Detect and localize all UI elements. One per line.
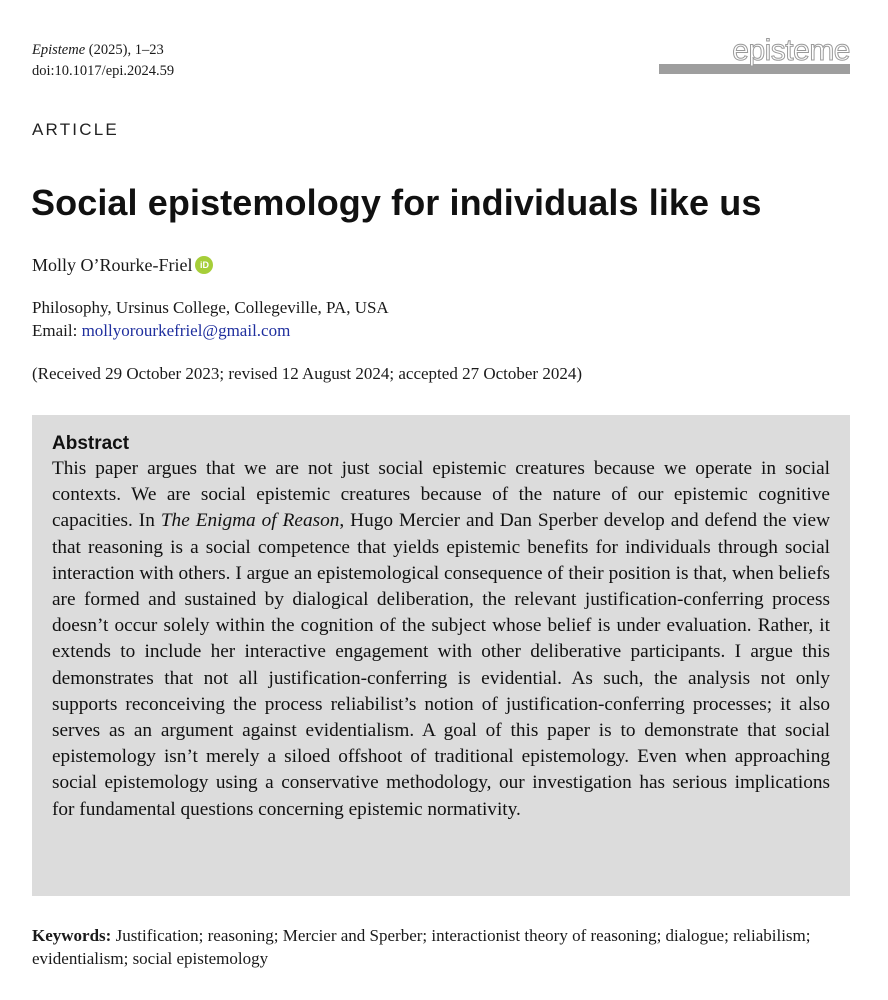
journal-name: Episteme <box>32 42 86 58</box>
publication-history: (Received 29 October 2023; revised 12 August 2024; accepted 27 October 2024) <box>32 364 582 383</box>
keywords <box>32 924 832 970</box>
journal-logo-text: episteme <box>732 34 850 67</box>
abstract-text-part-1: This paper argues that we are not just social epistemic creatures because we operate in social contexts. We are social epistemic creatures because of the nature of our epistemic cognitive capacities. In <box>52 458 830 532</box>
journal-volume-line <box>32 40 174 61</box>
email-link[interactable]: mollyorourkefriel@gmail.com <box>81 321 291 340</box>
abstract-text-part-2: , Hugo Mercier and Dan Sperber develop and defend the view that reasoning is a social competence that yields epistemic benefits for individuals through social interaction with others. I argue an epistemological consequence of their position is that, when beliefs are formed and sustained by dialogical deliberation, the relevant justification-conferring process doesn’t occur solely within the cognition of the subject whose belief is under evaluation. Rather, it extends to include her interactive engagement with other deliberative participants. I argue this demonstrates that not all justification-conferring is evidential. As such, the analysis not only supports reconceiving the process reliabilist’s notion of justification-conferring processes; it also serves as an argument against evidentialism. A goal of this paper is to demonstrate that social epistemology isn’t merely a siloed offshoot of traditional epistemology. Even when approaching social epistemology using a conservative methodology, our investigation has serious implications for fundamental questions concerning epistemic normativity. <box>52 510 831 820</box>
affiliation-block <box>32 296 389 342</box>
orcid-icon[interactable] <box>195 256 213 274</box>
journal-logo <box>659 36 850 74</box>
affiliation-department: Philosophy, Ursinus College, Collegeville, PA, USA <box>32 298 389 317</box>
article-title: Social epistemology for individuals like us <box>31 182 762 223</box>
doi[interactable]: doi:10.1017/epi.2024.59 <box>32 63 175 79</box>
author-name[interactable]: Molly O’Rourke-Friel <box>32 255 193 275</box>
article-type: ARTICLE <box>32 120 119 139</box>
abstract-body <box>52 456 830 823</box>
orcid-glyph: iD <box>199 260 209 270</box>
book-title: The Enigma of Reason <box>160 510 340 532</box>
keywords-list: Justification; reasoning; Mercier and Sperber; interactionist theory of reasoning; dialogue; reliabilism; evidentialism; social epistemology <box>32 926 811 968</box>
email-line <box>32 319 389 342</box>
journal-citation <box>32 40 174 82</box>
abstract-box <box>32 415 850 896</box>
email-label: Email: <box>32 321 82 340</box>
keywords-label: Keywords: <box>32 926 112 945</box>
author-line <box>32 252 213 278</box>
abstract-heading: Abstract <box>52 433 130 454</box>
journal-issue: (2025), 1–23 <box>85 42 164 58</box>
